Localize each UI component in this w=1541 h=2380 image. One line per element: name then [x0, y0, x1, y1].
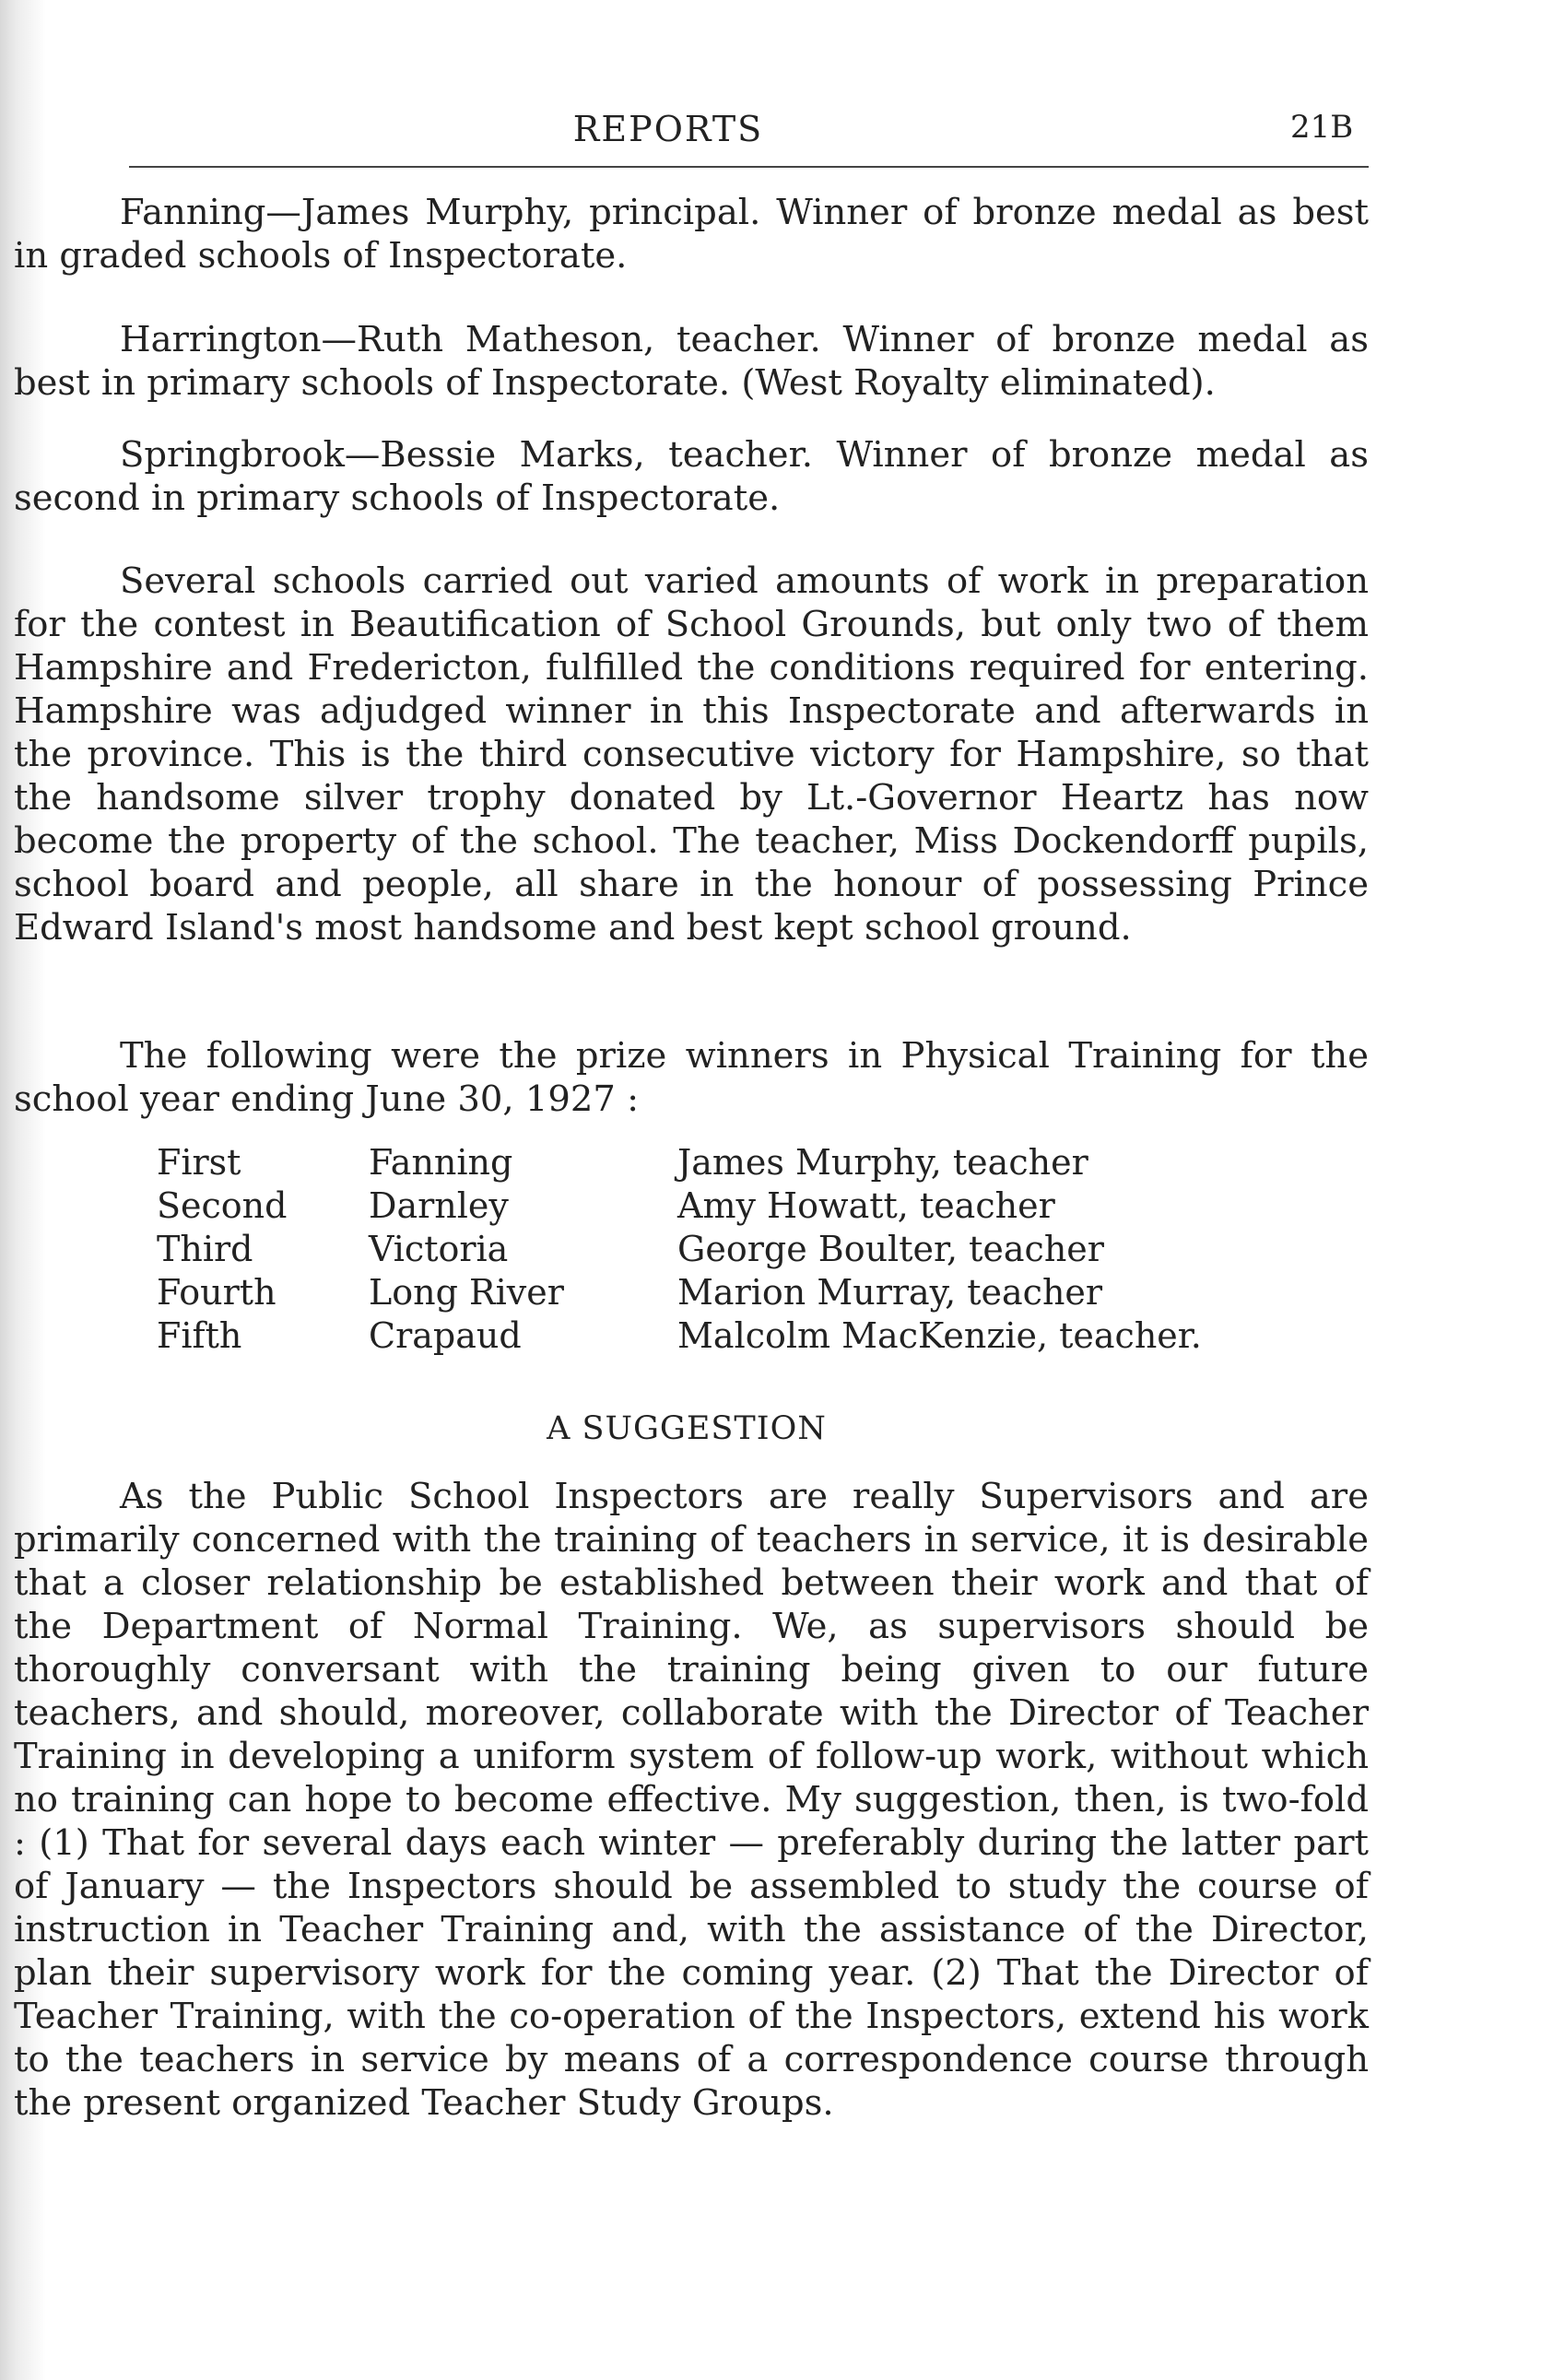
- teacher-cell: Marion Murray, teacher: [677, 1272, 1103, 1313]
- page-number: 21B: [1290, 109, 1354, 146]
- teacher-cell: George Boulter, teacher: [677, 1229, 1104, 1269]
- school-cell: Victoria: [369, 1229, 509, 1269]
- place-cell: First: [157, 1142, 241, 1183]
- running-title: REPORTS: [572, 109, 764, 149]
- prize-winners-table: [157, 1141, 1230, 1358]
- paragraph-harrington: [14, 318, 1369, 405]
- paragraph-text: Fanning—James Murphy, principal. Winner of bronze medal as best in graded schools of Inspectorate.: [14, 192, 1369, 277]
- table-row: [157, 1184, 1230, 1228]
- table-row: [157, 1141, 1230, 1184]
- header-rule: [129, 166, 1369, 168]
- prize-table-body: [157, 1141, 1230, 1358]
- school-cell: Long River: [369, 1272, 564, 1313]
- school-cell: Crapaud: [369, 1315, 522, 1356]
- paragraph-springbrook: [14, 433, 1369, 520]
- paragraph-physical-training: [14, 1034, 1369, 1121]
- school-cell: Fanning: [369, 1142, 513, 1183]
- place-cell: Third: [157, 1229, 253, 1269]
- place-cell: Fourth: [157, 1272, 276, 1313]
- paragraph-text: The following were the prize winners in Physical Training for the school year ending June 30, 1927 :: [14, 1035, 1369, 1120]
- paragraph-text: Several schools carried out varied amounts of work in preparation for the contest in Beautification of School Grounds, but only two of them Hampshire and Fredericton, fulfilled the conditions required for entering. Hampshire was adjudged winner in this Inspectorate and afterwards in the province. This is the third consecutive victory for Hampshire, so that the handsome silver trophy donated by Lt.-Governor Heartz has now become the property of the school. The teacher, Miss Dockendorff pupils, school board and people, all share in the honour of possessing Prince Edward Island's most handsome and best kept school ground.: [14, 560, 1369, 948]
- paragraph-suggestion: [14, 1475, 1369, 2125]
- paragraph-text: Springbrook—Bessie Marks, teacher. Winner of bronze medal as second in primary schools of Inspectorate.: [14, 434, 1369, 519]
- paragraph-fanning: [14, 191, 1369, 277]
- paragraph-text: As the Public School Inspectors are really Supervisors and are primarily concerned with the training of teachers in service, it is desirable that a closer relationship be established between their work and that of the Department of Normal Training. We, as supervisors should be thoroughly conversant with the training being given to our future teachers, and should, moreover, collaborate with the Director of Teacher Training in developing a uniform system of follow-up work, without which no training can hope to become effective. My suggestion, then, is two-fold : (1) That for several days each winter — preferably during the latter part of January — the Inspectors should be assembled to study the course of instruction in Teacher Training and, with the assistance of the Director, plan their supervisory work for the coming year. (2) That the Director of Teacher Training, with the co-operation of the Inspectors, extend his work to the teachers in service by means of a correspondence course through the present organized Teacher Study Groups.: [14, 1476, 1369, 2124]
- table-row: [157, 1271, 1230, 1314]
- section-heading: A SUGGESTION: [547, 1410, 827, 1447]
- table-row: [157, 1228, 1230, 1271]
- place-cell: Fifth: [157, 1315, 242, 1356]
- teacher-cell: Amy Howatt, teacher: [677, 1185, 1055, 1226]
- teacher-cell: Malcolm MacKenzie, teacher.: [677, 1315, 1202, 1356]
- teacher-cell: James Murphy, teacher: [677, 1142, 1088, 1183]
- paragraph-beautification: [14, 560, 1369, 949]
- school-cell: Darnley: [369, 1185, 509, 1226]
- paragraph-text: Harrington—Ruth Matheson, teacher. Winner of bronze medal as best in primary schools of Inspectorate. (West Royalty eliminated).: [14, 319, 1369, 404]
- page-header: [0, 109, 1541, 164]
- place-cell: Second: [157, 1185, 288, 1226]
- table-row: [157, 1314, 1230, 1358]
